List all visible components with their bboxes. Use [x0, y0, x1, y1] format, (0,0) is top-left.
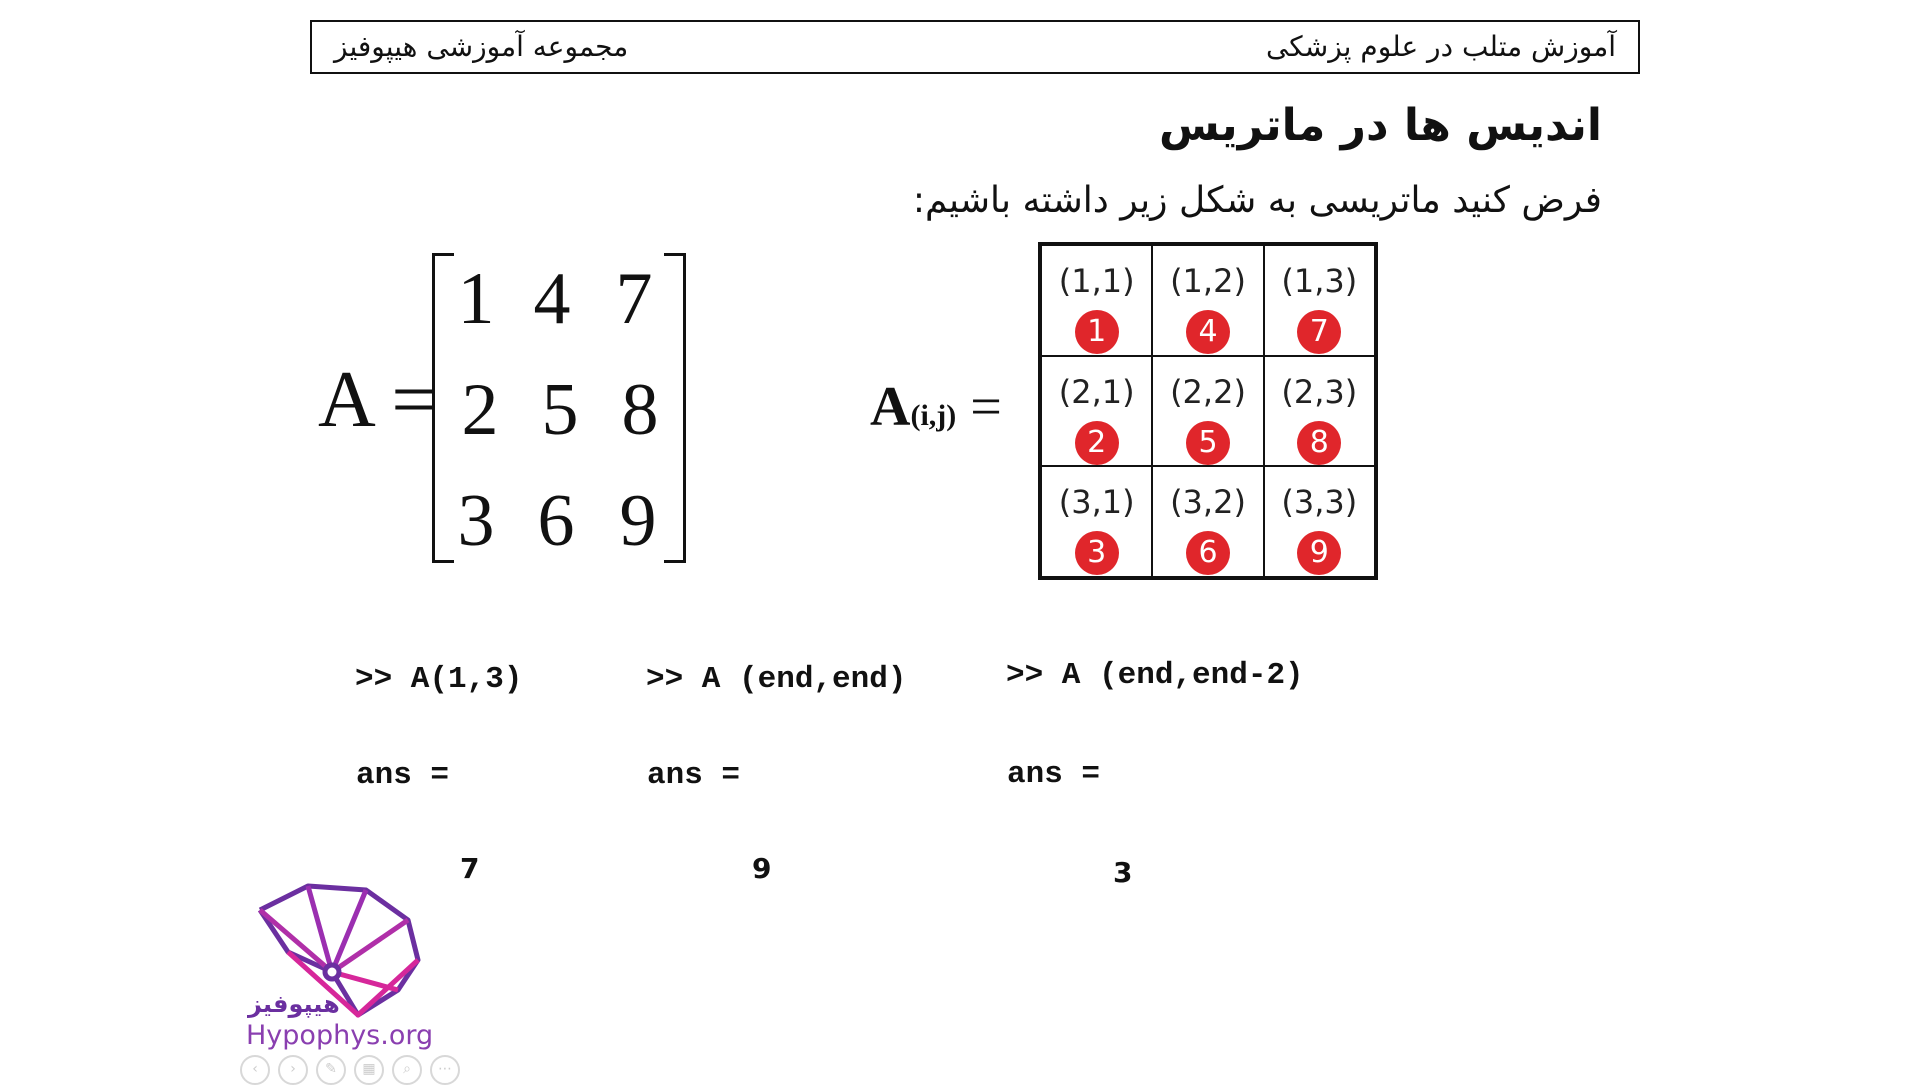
grid-cell-value-badge: 6	[1186, 531, 1230, 575]
next-icon[interactable]: ›	[278, 1055, 308, 1085]
grid-cell	[1264, 356, 1375, 467]
example-command: >> A (end,end-2)	[1006, 658, 1304, 693]
grid-cell-value-badge: 4	[1186, 310, 1230, 354]
grid-cell	[1041, 245, 1152, 356]
index-grid-label	[870, 375, 1002, 439]
grid-cell-index: (3,3)	[1281, 483, 1358, 522]
matrix-cell: 4	[533, 258, 571, 340]
previous-icon[interactable]: ‹	[240, 1055, 270, 1085]
slide-toolbar	[240, 1055, 460, 1085]
example-command: >> A (end,end)	[646, 662, 907, 697]
example-result: 3	[1113, 856, 1133, 889]
zoom-icon[interactable]: ⌕	[392, 1055, 422, 1085]
grid-cell	[1041, 356, 1152, 467]
grid-cell-value-badge: 5	[1186, 421, 1230, 465]
grid-cell-index: (1,2)	[1170, 262, 1246, 300]
series-name: مجموعه آموزشی هیپوفیز	[334, 30, 629, 63]
matrix-cell: 2	[461, 369, 499, 451]
grid-cell-value-badge: 9	[1297, 531, 1341, 575]
grid-cell	[1264, 466, 1375, 577]
grid-cell-value-badge: 7	[1297, 310, 1341, 354]
grid-cell-index: (3,2)	[1170, 483, 1246, 522]
matrix-cell: 7	[615, 258, 653, 340]
grid-cell-value-badge: 2	[1075, 421, 1119, 465]
course-title: آموزش متلب در علوم پزشکی	[1265, 30, 1616, 63]
logo-site: Hypophys.org	[246, 1020, 434, 1051]
pen-icon[interactable]: ✎	[316, 1055, 346, 1085]
grid-cell-index: (3,1)	[1058, 483, 1135, 522]
header-bar	[310, 20, 1640, 74]
grid-cell-value-badge: 8	[1297, 421, 1341, 465]
grid-cell	[1041, 466, 1152, 577]
logo-name-fa: هیپوفیز	[248, 990, 340, 1018]
grid-cell	[1152, 245, 1263, 356]
slides-icon[interactable]: ▦	[354, 1055, 384, 1085]
example-ans-label: ans =	[647, 758, 741, 793]
example-command: >> A(1,3)	[355, 662, 523, 697]
matrix-cell: 5	[541, 369, 579, 451]
matrix-label: A =	[318, 356, 437, 444]
grid-cell	[1152, 466, 1263, 577]
grid-cell-value-badge: 1	[1075, 310, 1119, 354]
grid-cell	[1152, 356, 1263, 467]
grid-cell-index: (2,2)	[1170, 372, 1246, 411]
matrix-cell: 8	[621, 369, 659, 451]
grid-cell-index: (2,1)	[1058, 372, 1135, 411]
matrix-cell: 3	[457, 480, 495, 562]
grid-cell-value-badge: 3	[1075, 531, 1119, 575]
index-grid-label-main: A	[870, 376, 911, 438]
example-result: 7	[460, 852, 480, 885]
matrix-cell: 6	[537, 480, 575, 562]
slide-subtitle: فرض کنید ماتریسی به شکل زیر داشته باشیم:	[912, 180, 1602, 221]
grid-cell	[1264, 245, 1375, 356]
grid-cell-index: (2,3)	[1281, 372, 1358, 411]
slide-title: اندیس ها در ماتریس	[1158, 100, 1602, 151]
grid-cell-index: (1,1)	[1058, 262, 1135, 300]
matrix-cell: 1	[457, 258, 495, 340]
example-result: 9	[752, 852, 772, 885]
grid-cell-index: (1,3)	[1281, 262, 1358, 300]
example-ans-label: ans =	[1007, 757, 1101, 792]
index-grid	[1038, 242, 1378, 580]
example-ans-label: ans =	[356, 758, 450, 793]
index-grid-label-eq: =	[970, 376, 1002, 438]
more-icon[interactable]: ⋯	[430, 1055, 460, 1085]
index-grid-label-sub: (i,j)	[910, 399, 957, 432]
matrix-cell: 9	[619, 480, 657, 562]
